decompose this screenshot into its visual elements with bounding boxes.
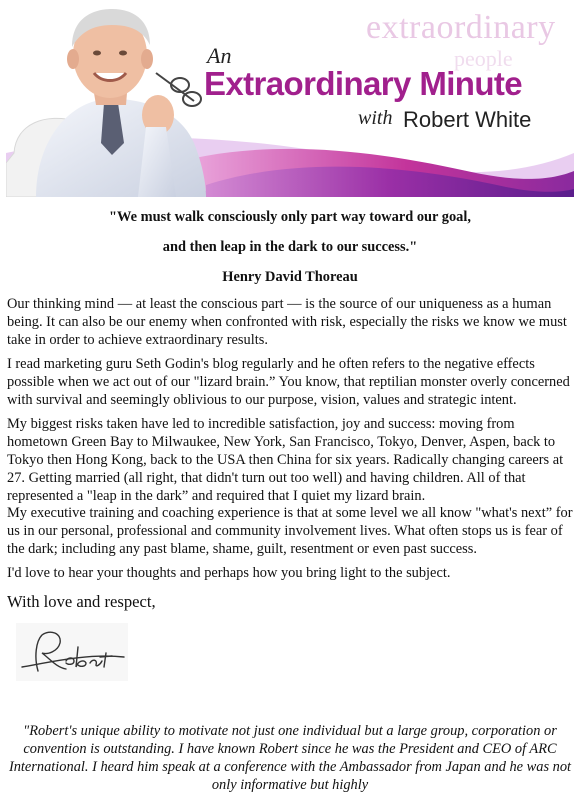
quote-author: Henry David Thoreau [222,269,358,285]
paragraph-2: I read marketing guru Seth Godin's blog regularly and he often refers to the negative effects possible when we act out of our "lizard brain.” You know, that reptilian monster overly concerned with survival and seemingly oblivious to our purpose, vision, values and strategic intent. [7,356,570,408]
closing-salutation: With love and respect, [7,592,156,611]
quote-line-2: and then leap in the dark to our success." [162,239,418,255]
paragraph-5: I'd love to hear your thoughts and perhaps how you bring light to the subject. [7,565,451,581]
watermark-people: people [454,46,513,71]
testimonial-quote: "Robert's unique ability to motivate not just one individual but a large group, corporation or convention is outstanding. I have known Robert since he was the President and CEO of ARC International. I heard him speak at a conference with the Ambassador from Japan and he was not only informative but highly [8,723,572,793]
paragraph-4: My executive training and coaching experience is that at some level we all know "what's next” for us in our personal, professional and community involvement lives. What often stops us is fear of the dark; including any past blame, shame, guilt, resentment or even past success. [7,505,573,557]
title-with: with [358,107,393,129]
signature-image [16,623,128,681]
paragraph-3: My biggest risks taken have led to incredible satisfaction, joy and success: moving from hometown Green Bay to Milwaukee, New York, San Francisco, Tokyo, Denver, Aspen, back to Tokyo then Hong Kong, back to the USA then China for six years. Radically changing careers at 27. Getting married (all right, that didn't turn out too well) and having children. All of that represented a "leap in the dark” and required that I quiet my lizard brain. [7,416,564,504]
title-prefix: An [207,43,232,68]
watermark-extraordinary: extraordinary [366,9,556,46]
paragraph-1: Our thinking mind — at least the conscious part — is the source of our uniqueness as a human being. It can also be our enemy when confronted with risk, especially the risks we know we must take in order to achieve extraordinary results. [7,296,567,348]
header-banner [6,3,574,197]
page-title: Extraordinary Minute [204,65,523,102]
quote-line-1: "We must walk consciously only part way toward our goal, [109,209,471,225]
author-name: Robert White [403,107,532,132]
